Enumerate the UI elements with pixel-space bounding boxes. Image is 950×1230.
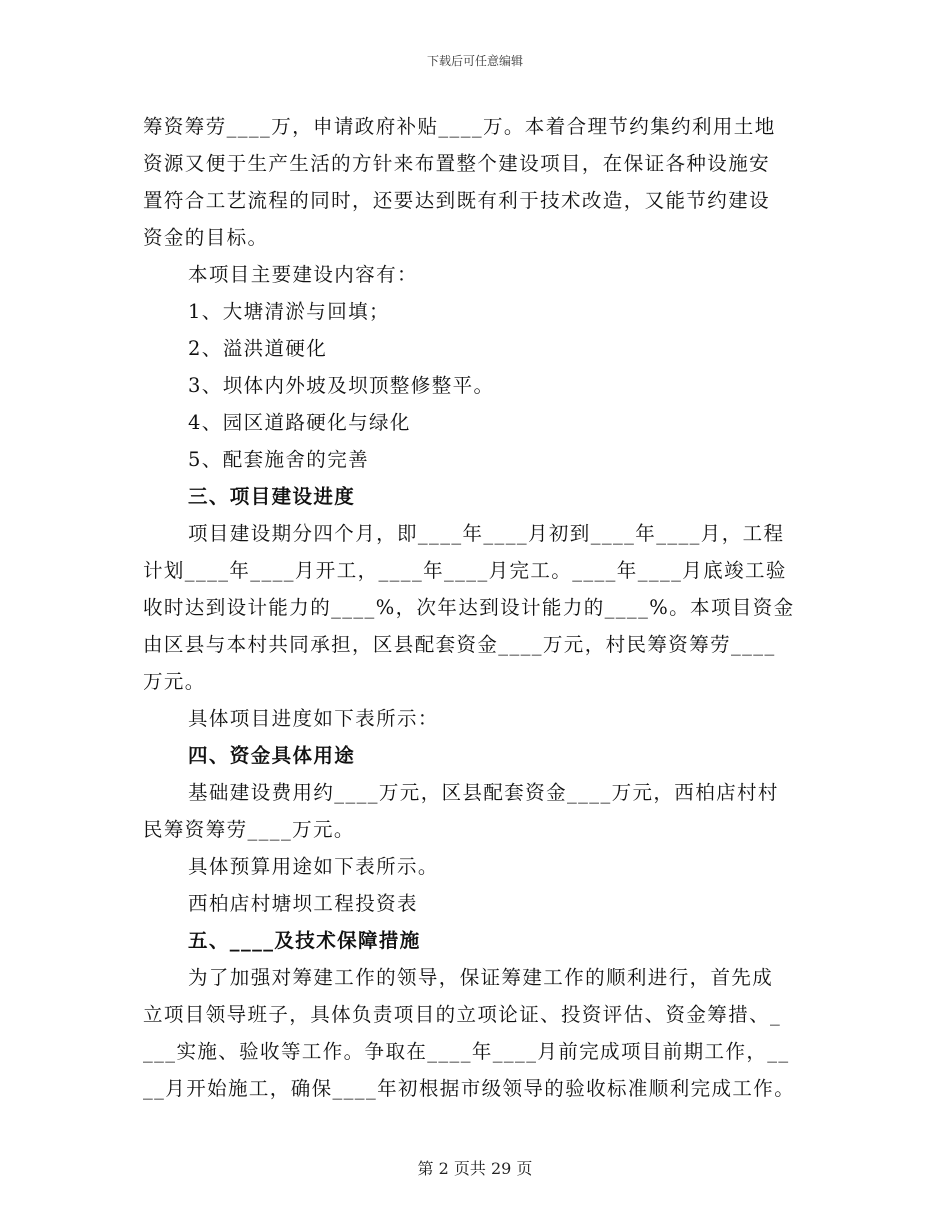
paragraph-line: 基础建设费用约____万元，区县配套资金____万元，西柏店村村 — [188, 781, 779, 804]
paragraph-line: ___实施、验收等工作。争取在____年____月前完成项目前期工作，__ — [143, 1040, 790, 1063]
list-item: 5、配套施舍的完善 — [188, 448, 370, 471]
paragraph-line: 民筹资筹劳____万元。 — [143, 818, 355, 841]
paragraph-line: 置符合工艺流程的同时，还要达到既有利于技术改造，又能节约建设 — [143, 189, 771, 212]
list-item: 1、大塘清淤与回填； — [188, 300, 390, 323]
list-item: 4、园区道路硬化与绿化 — [188, 411, 411, 434]
page-number: 第 2 页共 29 页 — [417, 1159, 533, 1178]
list-item: 2、溢洪道硬化 — [188, 337, 328, 360]
table-caption: 西柏店村塘坝工程投资表 — [188, 892, 418, 915]
paragraph-line: __月开始施工，确保____年初根据市级领导的验收标准顺利完成工作。 — [143, 1077, 796, 1100]
paragraph-line: 万元。 — [143, 670, 206, 693]
paragraph-line: 具体项目进度如下表所示： — [188, 707, 439, 730]
section-heading: 五、____及技术保障措施 — [188, 929, 421, 952]
page-header: 下载后可任意编辑 — [426, 54, 523, 68]
paragraph-line: 由区县与本村共同承担，区县配套资金____万元，村民筹资筹劳____ — [143, 633, 776, 656]
list-item: 3、坝体内外坡及坝顶整修整平。 — [188, 374, 495, 397]
paragraph-line: 本项目主要建设内容有： — [188, 263, 418, 286]
paragraph-line: 具体预算用途如下表所示。 — [188, 855, 439, 878]
paragraph-line: 资金的目标。 — [143, 226, 269, 249]
section-heading: 三、项目建设进度 — [188, 485, 356, 508]
section-heading: 四、资金具体用途 — [188, 744, 356, 767]
paragraph-line: 项目建设期分四个月，即____年____月初到____年____月，工程 — [188, 522, 785, 545]
paragraph-line: 筹资筹劳____万，申请政府补贴____万。本着合理节约集约利用土地 — [143, 115, 776, 138]
paragraph-line: 立项目领导班子，具体负责项目的立项论证、投资评估、资金筹措、_ — [143, 1003, 782, 1026]
paragraph-line: 计划____年____月开工，____年____月完工。____年____月底竣工验 — [143, 559, 787, 582]
document-body — [143, 108, 807, 1107]
paragraph-line: 资源又便于生产生活的方针来布置整个建设项目，在保证各种设施安 — [143, 152, 771, 175]
paragraph-line: 为了加强对筹建工作的领导，保证筹建工作的顺利进行，首先成 — [188, 966, 774, 989]
paragraph-line: 收时达到设计能力的____%，次年达到设计能力的____%。本项目资金 — [143, 596, 795, 619]
